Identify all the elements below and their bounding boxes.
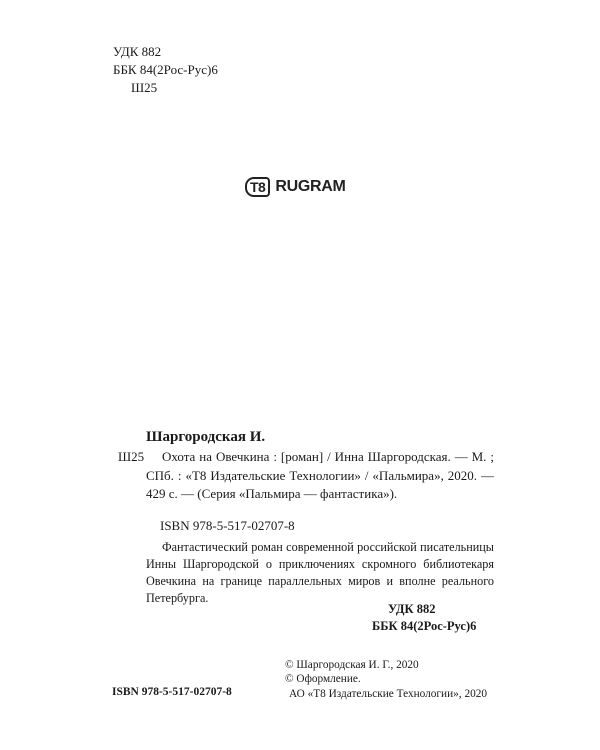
record-author-code: Ш25 (118, 449, 145, 464)
publisher-logo (245, 176, 346, 198)
copyright-author: © Шаргородская И. Г., 2020 (285, 659, 419, 671)
copyright-design: © Оформление. (285, 673, 361, 685)
logo-wordmark: RUGRAM (275, 178, 346, 195)
udk-code: УДК 882 (113, 44, 162, 59)
record-bbk: ББК 84(2Рос-Рус)6 (372, 619, 477, 633)
record-citation: Охота на Овечкина : [роман] / Инна Шаргородская. — М. ; СПб. : «Т8 Издательские Технологии» / «Пальмира», 2020. — 429 с. — (Серия «Пальмира — фантастика»). (146, 449, 494, 501)
author-code: Ш25 (131, 80, 158, 95)
copyright-publisher: АО «Т8 Издательские Технологии», 2020 (289, 688, 488, 700)
logo-mark: T8 (245, 177, 270, 197)
record-udk: УДК 882 (388, 602, 436, 616)
record-author: Шаргородская И. (146, 429, 266, 445)
record-annotation: Фантастический роман современной российской писательницы Инны Шаргородской о приключениях скромного библиотекаря Овечкина на границе параллельных миров и вполне реального Петербурга. (146, 540, 494, 605)
record-isbn: ISBN 978-5-517-02707-8 (160, 518, 295, 533)
footer-isbn: ISBN 978-5-517-02707-8 (112, 686, 232, 698)
bbk-code: ББК 84(2Рос-Рус)6 (113, 62, 218, 77)
